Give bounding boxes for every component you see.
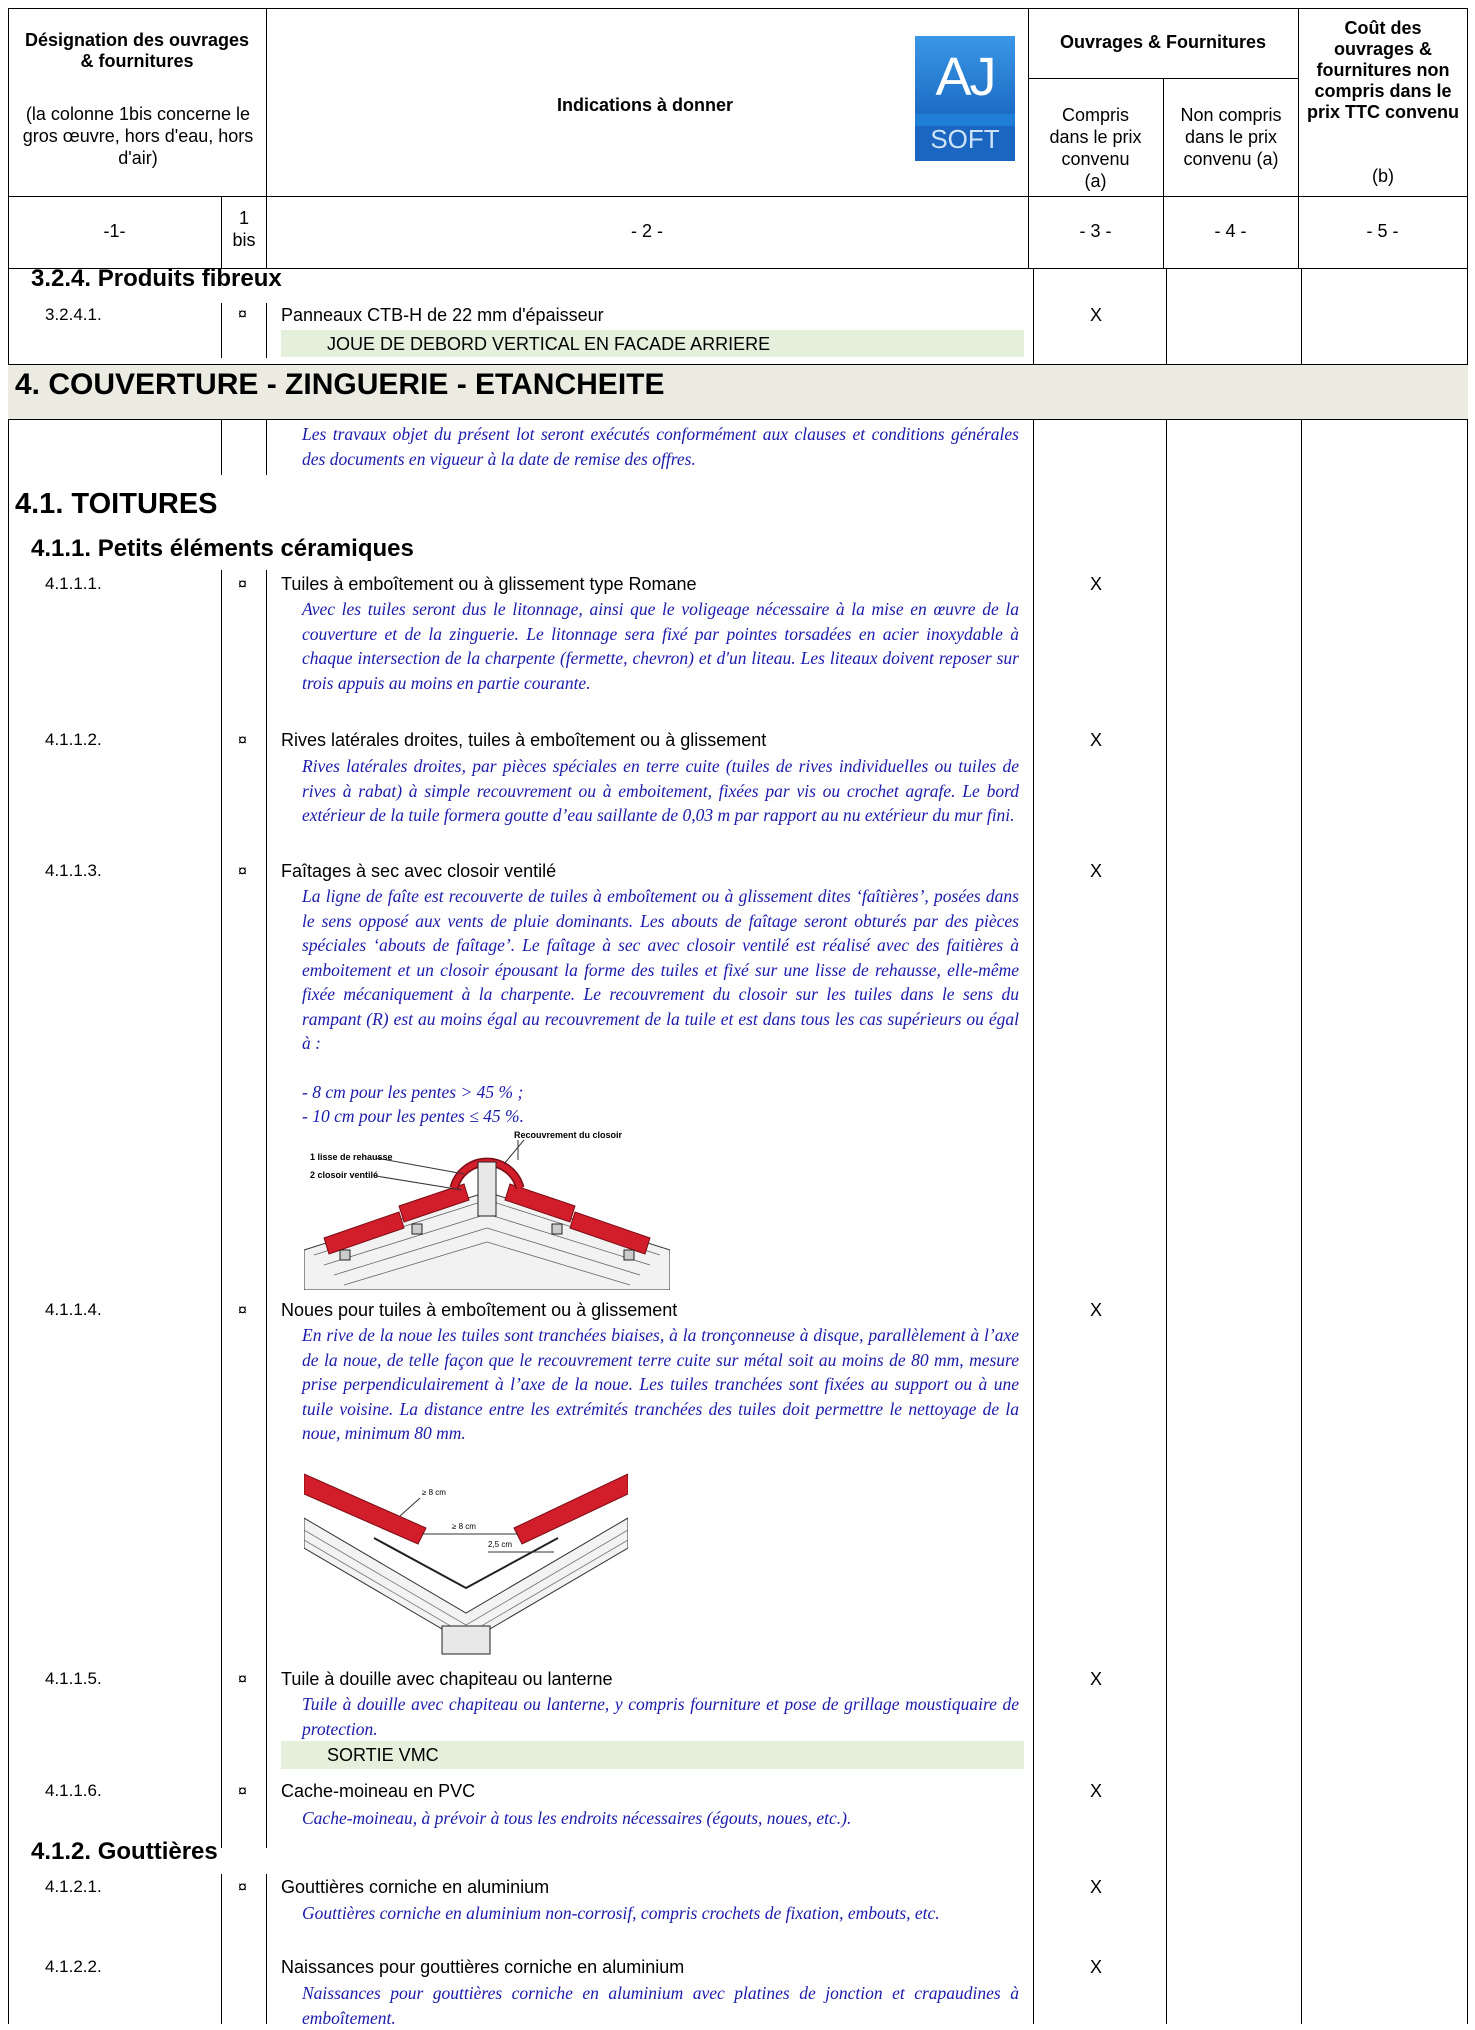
section-4-title: 4. COUVERTURE - ZINGUERIE - ETANCHEITE (15, 368, 665, 401)
compris-mark: X (1090, 1300, 1103, 1320)
col1-title: Désignation des ouvrages & fournitures (24, 30, 250, 71)
col2-title: Indications à donner (556, 95, 734, 115)
bullet-mark: ¤ (238, 576, 247, 593)
bullet-mark: ¤ (238, 306, 247, 323)
item-title: Rives latérales droites, tuiles à emboîtement ou à glissement (281, 730, 767, 750)
bullet-mark: ¤ (238, 1783, 247, 1800)
figure-label: 2,5 cm (488, 1540, 513, 1549)
col1bis-number: 1 bis (232, 208, 256, 250)
item-list-line: - 10 cm pour les pentes ≤ 45 %. (302, 1106, 524, 1126)
item-title: Gouttières corniche en aluminium (281, 1877, 550, 1897)
item-note: SORTIE VMC (281, 1741, 1024, 1769)
col1-note: (la colonne 1bis concerne le gros œuvre, hors d'eau, hors d'air) (22, 104, 254, 168)
item-note: JOUE DE DEBORD VERTICAL EN FACADE ARRIERE (281, 330, 1024, 357)
item-number: 3.2.4.1. (45, 305, 102, 324)
item-description: Cache-moineau, à prévoir à tous les endroits nécessaires (égouts, noues, etc.). (302, 1808, 852, 1828)
item-description: Tuile à douille avec chapiteau ou lanterne, y compris fourniture et pose de grillage moustiquaire de protection. (302, 1694, 1019, 1739)
figure-label: 2 closoir ventilé (310, 1170, 379, 1180)
col4-number: - 4 - (1214, 221, 1247, 241)
col1-number: -1- (103, 221, 126, 241)
compris-mark: X (1090, 861, 1103, 881)
item-title: Tuile à douille avec chapiteau ou lanterne (281, 1669, 613, 1689)
bullet-mark: ¤ (238, 1671, 247, 1688)
ridge-closoir-diagram (304, 1130, 670, 1290)
compris-mark: X (1090, 730, 1103, 750)
figure-label: ≥ 8 cm (422, 1488, 446, 1497)
col5-note: (b) (1372, 166, 1394, 186)
bullet-mark: ¤ (238, 732, 247, 749)
item-title: Cache-moineau en PVC (281, 1781, 476, 1801)
item-description: Naissances pour gouttières corniche en aluminium avec platines de jonction et crapaudines à emboîtement. (302, 1983, 1019, 2028)
col5-number: - 5 - (1366, 221, 1399, 241)
compris-mark: X (1090, 574, 1103, 594)
section-4-intro: Les travaux objet du présent lot seront exécutés conformément aux clauses et conditions générales des documents en vigueur à la date de remise des offres. (302, 424, 1019, 469)
col3-number: - 3 - (1079, 221, 1112, 241)
item-number: 4.1.1.2. (45, 730, 102, 749)
figure-label: ≥ 8 cm (452, 1522, 476, 1531)
item-description: Gouttières corniche en aluminium non-corrosif, compris crochets de fixation, embouts, etc. (302, 1903, 940, 1923)
logo-soft-text: SOFT (930, 124, 1000, 154)
aj-soft-logo (915, 36, 1015, 161)
col3-title: Compris dans le prix convenu (a) (1049, 105, 1142, 191)
compris-mark: X (1090, 305, 1103, 325)
section-4-1-1-title: 4.1.1. Petits éléments céramiques (31, 535, 414, 562)
compris-mark: X (1090, 1669, 1103, 1689)
item-title: Faîtages à sec avec closoir ventilé (281, 861, 557, 881)
item-title: Naissances pour gouttières corniche en aluminium (281, 1957, 685, 1977)
col34-title: Ouvrages & Fournitures (1059, 32, 1267, 52)
figure-label: 1 lisse de rehausse (310, 1152, 393, 1162)
item-list-line: - 8 cm pour les pentes > 45 % ; (302, 1082, 524, 1102)
figure-label: Recouvrement du closoir (514, 1130, 623, 1140)
item-description: Rives latérales droites, par pièces spéciales en terre cuite (tuiles de rives individuelles ou tuiles de rives à rabat) à simple recouvrement ou à emboitement, fixées par vis ou crochet agrafe. Le bord extérieur de la tuile formera goutte d’eau saillante de 0,03 m par rapport au nu extérieur du mur fini. (302, 756, 1019, 825)
item-description: En rive de la noue les tuiles sont tranchées biaises, à la tronçonneuse à disque, parallèlement à l’axe de la noue, de telle façon que le recouvrement terre cuite sur métal soit au moins de 80 mm, mesure prise perpendiculairement à l’axe de la noue. Les tuiles tranchées sont fixées au support ou à une tuile voisine. La distance entre les extrémités tranchées des tuiles doit permettre le nettoyage de la noue, minimum 80 mm. (302, 1325, 1019, 1443)
compris-mark: X (1090, 1781, 1103, 1801)
logo-aj-text: AJ (935, 47, 995, 107)
section-3-2-4-title: 3.2.4. Produits fibreux (31, 265, 282, 292)
item-number: 4.1.2.2. (45, 1957, 102, 1976)
valley-noue-diagram (304, 1468, 628, 1656)
section-4-1-title: 4.1. TOITURES (15, 488, 218, 520)
compris-mark: X (1090, 1877, 1103, 1897)
compris-mark: X (1090, 1957, 1103, 1977)
bullet-mark: ¤ (238, 1302, 247, 1319)
col2-number: - 2 - (630, 221, 663, 241)
item-number: 4.1.1.4. (45, 1300, 102, 1319)
col5-title: Coût des ouvrages & fournitures non compris dans le prix TTC convenu (1306, 18, 1459, 122)
item-title: Noues pour tuiles à emboîtement ou à glissement (281, 1300, 678, 1320)
item-number: 4.1.1.1. (45, 574, 102, 593)
item-title: Panneaux CTB-H de 22 mm d'épaisseur (281, 305, 604, 325)
item-number: 4.1.1.5. (45, 1669, 102, 1688)
item-title: Tuiles à emboîtement ou à glissement type Romane (281, 574, 697, 594)
item-description: Avec les tuiles seront dus le litonnage, ainsi que le voligeage nécessaire à la mise en œuvre de la couverture et de la zinguerie. Le litonnage sera fixé par pointes torsadées en acier inoxydable à chaque intersection de la charpente (fermette, chevron) et d'un liteau. Les liteaux doivent reposer sur trois appuis au moins en partie courante. (302, 599, 1019, 693)
bullet-mark: ¤ (238, 863, 247, 880)
item-description: La ligne de faîte est recouverte de tuiles à emboîtement ou à glissement dites ‘faîtières’, posées dans le sens opposé aux vents de pluie dominants. Les abouts de faîtage seront obturés par des pièces spéciales ‘abouts de faîtage’. Le faîtage à sec avec closoir ventilé est réalisé avec des faitières à emboitement et un closoir épousant la forme des tuiles et fixé sur une lisse de rehausse, elle-même fixée mécaniquement à la charpente. Le recouvrement du closoir sur les tuiles dans le sens du rampant (R) est au moins égal au recouvrement de la tuile et est dans tous les cas supérieurs ou égal à : (302, 886, 1019, 1053)
item-number: 4.1.1.6. (45, 1781, 102, 1800)
col4-title: Non compris dans le prix convenu (a) (1180, 105, 1282, 169)
item-number: 4.1.2.1. (45, 1877, 102, 1896)
section-4-1-2-title: 4.1.2. Gouttières (31, 1838, 218, 1865)
bullet-mark: ¤ (238, 1879, 247, 1896)
item-number: 4.1.1.3. (45, 861, 102, 880)
